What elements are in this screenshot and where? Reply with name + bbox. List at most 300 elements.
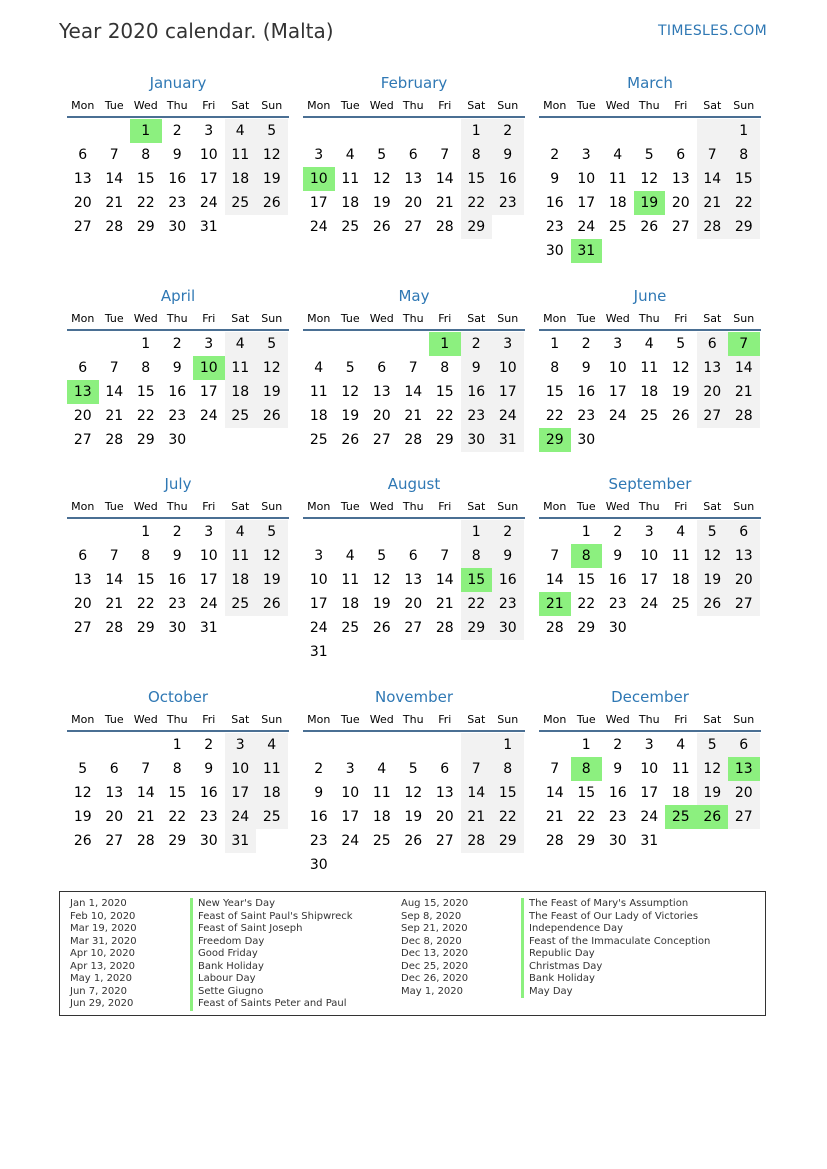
day-cell[interactable]: 9 xyxy=(492,544,524,568)
day-cell[interactable]: 6 xyxy=(440,761,450,777)
day-cell[interactable]: 19 xyxy=(634,191,666,215)
day-cell[interactable]: 25 xyxy=(309,432,328,448)
day-cell[interactable]: 27 xyxy=(404,620,423,636)
day-cell[interactable]: 19 xyxy=(341,408,360,424)
day-cell[interactable]: 2 xyxy=(461,332,493,356)
day-cell[interactable]: 28 xyxy=(728,404,760,428)
day-cell[interactable]: 28 xyxy=(136,833,155,849)
day-cell[interactable]: 27 xyxy=(435,833,454,849)
day-cell[interactable]: 12 xyxy=(73,785,92,801)
day-cell[interactable]: 3 xyxy=(225,733,257,757)
day-cell[interactable]: 11 xyxy=(372,785,391,801)
day-cell[interactable]: 27 xyxy=(105,833,124,849)
day-cell[interactable]: 24 xyxy=(577,219,596,235)
day-cell[interactable]: 18 xyxy=(309,408,328,424)
day-cell[interactable]: 6 xyxy=(408,147,418,163)
day-cell[interactable]: 8 xyxy=(461,544,493,568)
day-cell[interactable]: 27 xyxy=(73,219,92,235)
day-cell[interactable]: 1 xyxy=(461,119,493,143)
day-cell[interactable]: 28 xyxy=(461,829,493,853)
day-cell[interactable]: 5 xyxy=(256,520,288,544)
day-cell[interactable]: 5 xyxy=(697,733,729,757)
day-cell[interactable]: 11 xyxy=(341,171,360,187)
day-cell[interactable]: 16 xyxy=(492,568,524,592)
day-cell[interactable]: 8 xyxy=(141,147,151,163)
day-cell[interactable]: 12 xyxy=(404,785,423,801)
day-cell[interactable]: 7 xyxy=(109,147,119,163)
day-cell[interactable]: 30 xyxy=(168,620,187,636)
day-cell[interactable]: 1 xyxy=(172,737,182,753)
day-cell[interactable]: 1 xyxy=(550,336,560,352)
day-cell[interactable]: 5 xyxy=(644,147,654,163)
day-cell[interactable]: 20 xyxy=(404,195,423,211)
day-cell[interactable]: 13 xyxy=(728,544,760,568)
day-cell[interactable]: 22 xyxy=(435,408,454,424)
day-cell[interactable]: 21 xyxy=(461,805,493,829)
day-cell[interactable]: 11 xyxy=(671,548,690,564)
day-cell[interactable]: 2 xyxy=(613,524,623,540)
day-cell[interactable]: 21 xyxy=(545,809,564,825)
day-cell[interactable]: 22 xyxy=(136,408,155,424)
day-cell[interactable]: 22 xyxy=(461,191,493,215)
day-cell[interactable]: 23 xyxy=(492,592,524,616)
day-cell[interactable]: 27 xyxy=(73,620,92,636)
day-cell[interactable]: 25 xyxy=(225,592,257,616)
day-cell[interactable]: 9 xyxy=(492,143,524,167)
day-cell[interactable]: 11 xyxy=(256,757,288,781)
day-cell[interactable]: 12 xyxy=(697,757,729,781)
day-cell[interactable]: 3 xyxy=(644,524,654,540)
day-cell[interactable]: 8 xyxy=(440,360,450,376)
day-cell[interactable]: 28 xyxy=(545,620,564,636)
day-cell[interactable]: 12 xyxy=(372,572,391,588)
day-cell[interactable]: 24 xyxy=(608,408,627,424)
day-cell[interactable]: 8 xyxy=(550,360,560,376)
day-cell[interactable]: 16 xyxy=(168,572,187,588)
day-cell[interactable]: 28 xyxy=(435,219,454,235)
day-cell[interactable]: 24 xyxy=(640,596,659,612)
day-cell[interactable]: 15 xyxy=(728,167,760,191)
day-cell[interactable]: 4 xyxy=(377,761,387,777)
site-link[interactable]: TIMESLES.COM xyxy=(658,23,767,39)
day-cell[interactable]: 26 xyxy=(697,592,729,616)
day-cell[interactable]: 26 xyxy=(697,805,729,829)
day-cell[interactable]: 12 xyxy=(640,171,659,187)
day-cell[interactable]: 5 xyxy=(78,761,88,777)
day-cell[interactable]: 29 xyxy=(728,215,760,239)
day-cell[interactable]: 24 xyxy=(309,620,328,636)
day-cell[interactable]: 31 xyxy=(199,620,218,636)
day-cell[interactable]: 6 xyxy=(78,360,88,376)
day-cell[interactable]: 25 xyxy=(372,833,391,849)
day-cell[interactable]: 24 xyxy=(640,809,659,825)
day-cell[interactable]: 21 xyxy=(435,596,454,612)
day-cell[interactable]: 10 xyxy=(341,785,360,801)
day-cell[interactable]: 21 xyxy=(728,380,760,404)
day-cell[interactable]: 4 xyxy=(345,548,355,564)
day-cell[interactable]: 10 xyxy=(199,548,218,564)
day-cell[interactable]: 2 xyxy=(613,737,623,753)
day-cell[interactable]: 15 xyxy=(492,781,524,805)
day-cell[interactable]: 7 xyxy=(440,548,450,564)
day-cell[interactable]: 15 xyxy=(461,568,493,592)
day-cell[interactable]: 5 xyxy=(345,360,355,376)
day-cell[interactable]: 15 xyxy=(435,384,454,400)
day-cell[interactable]: 17 xyxy=(640,785,659,801)
day-cell[interactable]: 14 xyxy=(435,171,454,187)
day-cell[interactable]: 1 xyxy=(581,737,591,753)
day-cell[interactable]: 16 xyxy=(608,785,627,801)
day-cell[interactable]: 3 xyxy=(345,761,355,777)
day-cell[interactable]: 4 xyxy=(225,520,257,544)
day-cell[interactable]: 3 xyxy=(492,332,524,356)
day-cell[interactable]: 1 xyxy=(141,336,151,352)
day-cell[interactable]: 28 xyxy=(697,215,729,239)
day-cell[interactable]: 1 xyxy=(728,119,760,143)
day-cell[interactable]: 16 xyxy=(168,384,187,400)
day-cell[interactable]: 15 xyxy=(461,167,493,191)
day-cell[interactable]: 21 xyxy=(539,592,571,616)
day-cell[interactable]: 27 xyxy=(671,219,690,235)
day-cell[interactable]: 8 xyxy=(141,548,151,564)
day-cell[interactable]: 29 xyxy=(461,616,493,640)
day-cell[interactable]: 28 xyxy=(105,432,124,448)
day-cell[interactable]: 11 xyxy=(608,171,627,187)
day-cell[interactable]: 17 xyxy=(492,380,524,404)
day-cell[interactable]: 8 xyxy=(571,544,603,568)
day-cell[interactable]: 16 xyxy=(545,195,564,211)
day-cell[interactable]: 22 xyxy=(136,596,155,612)
day-cell[interactable]: 2 xyxy=(550,147,560,163)
day-cell[interactable]: 10 xyxy=(640,548,659,564)
day-cell[interactable]: 29 xyxy=(136,620,155,636)
day-cell[interactable]: 9 xyxy=(461,356,493,380)
day-cell[interactable]: 15 xyxy=(136,572,155,588)
day-cell[interactable]: 17 xyxy=(309,195,328,211)
day-cell[interactable]: 26 xyxy=(640,219,659,235)
day-cell[interactable]: 11 xyxy=(341,572,360,588)
day-cell[interactable]: 1 xyxy=(141,524,151,540)
day-cell[interactable]: 3 xyxy=(613,336,623,352)
day-cell[interactable]: 6 xyxy=(109,761,119,777)
day-cell[interactable]: 17 xyxy=(577,195,596,211)
day-cell[interactable]: 26 xyxy=(372,620,391,636)
day-cell[interactable]: 7 xyxy=(550,548,560,564)
day-cell[interactable]: 14 xyxy=(404,384,423,400)
day-cell[interactable]: 4 xyxy=(613,147,623,163)
day-cell[interactable]: 18 xyxy=(341,195,360,211)
day-cell[interactable]: 9 xyxy=(314,785,324,801)
day-cell[interactable]: 7 xyxy=(141,761,151,777)
day-cell[interactable]: 20 xyxy=(73,195,92,211)
day-cell[interactable]: 25 xyxy=(640,408,659,424)
day-cell[interactable]: 16 xyxy=(492,167,524,191)
day-cell[interactable]: 17 xyxy=(608,384,627,400)
day-cell[interactable]: 27 xyxy=(697,404,729,428)
day-cell[interactable]: 20 xyxy=(73,596,92,612)
day-cell[interactable]: 14 xyxy=(105,384,124,400)
day-cell[interactable]: 7 xyxy=(461,757,493,781)
day-cell[interactable]: 7 xyxy=(109,360,119,376)
day-cell[interactable]: 2 xyxy=(492,119,524,143)
day-cell[interactable]: 1 xyxy=(130,119,162,143)
day-cell[interactable]: 12 xyxy=(372,171,391,187)
day-cell[interactable]: 13 xyxy=(105,785,124,801)
day-cell[interactable]: 13 xyxy=(697,356,729,380)
day-cell[interactable]: 1 xyxy=(429,332,461,356)
day-cell[interactable]: 8 xyxy=(728,143,760,167)
day-cell[interactable]: 23 xyxy=(461,404,493,428)
day-cell[interactable]: 8 xyxy=(492,757,524,781)
day-cell[interactable]: 28 xyxy=(435,620,454,636)
day-cell[interactable]: 30 xyxy=(168,219,187,235)
day-cell[interactable]: 3 xyxy=(644,737,654,753)
day-cell[interactable]: 6 xyxy=(78,147,88,163)
day-cell[interactable]: 27 xyxy=(372,432,391,448)
day-cell[interactable]: 19 xyxy=(697,568,729,592)
day-cell[interactable]: 5 xyxy=(676,336,686,352)
day-cell[interactable]: 6 xyxy=(728,733,760,757)
day-cell[interactable]: 4 xyxy=(644,336,654,352)
day-cell[interactable]: 17 xyxy=(309,596,328,612)
day-cell[interactable]: 12 xyxy=(256,356,288,380)
day-cell[interactable]: 20 xyxy=(372,408,391,424)
day-cell[interactable]: 15 xyxy=(577,785,596,801)
day-cell[interactable]: 26 xyxy=(256,191,288,215)
day-cell[interactable]: 22 xyxy=(728,191,760,215)
day-cell[interactable]: 9 xyxy=(581,360,591,376)
day-cell[interactable]: 28 xyxy=(105,620,124,636)
day-cell[interactable]: 24 xyxy=(199,195,218,211)
day-cell[interactable]: 17 xyxy=(341,809,360,825)
day-cell[interactable]: 25 xyxy=(608,219,627,235)
day-cell[interactable]: 26 xyxy=(671,408,690,424)
day-cell[interactable]: 15 xyxy=(136,171,155,187)
day-cell[interactable]: 8 xyxy=(172,761,182,777)
day-cell[interactable]: 16 xyxy=(309,809,328,825)
day-cell[interactable]: 7 xyxy=(697,143,729,167)
day-cell[interactable]: 29 xyxy=(168,833,187,849)
day-cell[interactable]: 22 xyxy=(136,195,155,211)
day-cell[interactable]: 5 xyxy=(377,548,387,564)
day-cell[interactable]: 5 xyxy=(408,761,418,777)
day-cell[interactable]: 1 xyxy=(461,520,493,544)
day-cell[interactable]: 10 xyxy=(225,757,257,781)
day-cell[interactable]: 4 xyxy=(256,733,288,757)
day-cell[interactable]: 12 xyxy=(671,360,690,376)
day-cell[interactable]: 10 xyxy=(608,360,627,376)
day-cell[interactable]: 25 xyxy=(665,805,697,829)
day-cell[interactable]: 9 xyxy=(613,761,623,777)
day-cell[interactable]: 24 xyxy=(225,805,257,829)
day-cell[interactable]: 17 xyxy=(199,384,218,400)
day-cell[interactable]: 29 xyxy=(577,620,596,636)
day-cell[interactable]: 4 xyxy=(225,332,257,356)
day-cell[interactable]: 12 xyxy=(697,544,729,568)
day-cell[interactable]: 7 xyxy=(109,548,119,564)
day-cell[interactable]: 23 xyxy=(168,195,187,211)
day-cell[interactable]: 25 xyxy=(671,596,690,612)
day-cell[interactable]: 23 xyxy=(168,596,187,612)
day-cell[interactable]: 2 xyxy=(172,524,182,540)
day-cell[interactable]: 14 xyxy=(545,785,564,801)
day-cell[interactable]: 5 xyxy=(256,332,288,356)
day-cell[interactable]: 20 xyxy=(73,408,92,424)
day-cell[interactable]: 26 xyxy=(372,219,391,235)
day-cell[interactable]: 21 xyxy=(697,191,729,215)
day-cell[interactable]: 2 xyxy=(172,336,182,352)
day-cell[interactable]: 21 xyxy=(105,195,124,211)
day-cell[interactable]: 23 xyxy=(608,809,627,825)
day-cell[interactable]: 23 xyxy=(577,408,596,424)
day-cell[interactable]: 12 xyxy=(341,384,360,400)
day-cell[interactable]: 20 xyxy=(435,809,454,825)
day-cell[interactable]: 16 xyxy=(577,384,596,400)
day-cell[interactable]: 23 xyxy=(168,408,187,424)
day-cell[interactable]: 10 xyxy=(193,356,225,380)
day-cell[interactable]: 4 xyxy=(314,360,324,376)
day-cell[interactable]: 24 xyxy=(199,596,218,612)
day-cell[interactable]: 21 xyxy=(105,408,124,424)
day-cell[interactable]: 6 xyxy=(676,147,686,163)
day-cell[interactable]: 18 xyxy=(256,781,288,805)
day-cell[interactable]: 2 xyxy=(314,761,324,777)
day-cell[interactable]: 26 xyxy=(341,432,360,448)
day-cell[interactable]: 29 xyxy=(435,432,454,448)
day-cell[interactable]: 17 xyxy=(225,781,257,805)
day-cell[interactable]: 4 xyxy=(676,737,686,753)
day-cell[interactable]: 17 xyxy=(640,572,659,588)
day-cell[interactable]: 8 xyxy=(571,757,603,781)
day-cell[interactable]: 2 xyxy=(581,336,591,352)
day-cell[interactable]: 31 xyxy=(309,644,328,660)
day-cell[interactable]: 8 xyxy=(141,360,151,376)
day-cell[interactable]: 4 xyxy=(345,147,355,163)
day-cell[interactable]: 11 xyxy=(225,544,257,568)
day-cell[interactable]: 11 xyxy=(309,384,328,400)
day-cell[interactable]: 23 xyxy=(608,596,627,612)
day-cell[interactable]: 6 xyxy=(408,548,418,564)
day-cell[interactable]: 27 xyxy=(728,805,760,829)
day-cell[interactable]: 7 xyxy=(440,147,450,163)
day-cell[interactable]: 28 xyxy=(545,833,564,849)
day-cell[interactable]: 22 xyxy=(461,592,493,616)
day-cell[interactable]: 24 xyxy=(492,404,524,428)
day-cell[interactable]: 29 xyxy=(577,833,596,849)
day-cell[interactable]: 9 xyxy=(172,147,182,163)
day-cell[interactable]: 22 xyxy=(577,596,596,612)
day-cell[interactable]: 25 xyxy=(341,219,360,235)
day-cell[interactable]: 15 xyxy=(577,572,596,588)
day-cell[interactable]: 26 xyxy=(256,592,288,616)
day-cell[interactable]: 7 xyxy=(550,761,560,777)
day-cell[interactable]: 24 xyxy=(199,408,218,424)
day-cell[interactable]: 9 xyxy=(613,548,623,564)
day-cell[interactable]: 20 xyxy=(105,809,124,825)
day-cell[interactable]: 11 xyxy=(671,761,690,777)
day-cell[interactable]: 8 xyxy=(461,143,493,167)
day-cell[interactable]: 18 xyxy=(671,785,690,801)
day-cell[interactable]: 22 xyxy=(545,408,564,424)
day-cell[interactable]: 13 xyxy=(73,572,92,588)
day-cell[interactable]: 31 xyxy=(640,833,659,849)
day-cell[interactable]: 18 xyxy=(225,167,257,191)
day-cell[interactable]: 31 xyxy=(492,428,524,452)
day-cell[interactable]: 21 xyxy=(404,408,423,424)
day-cell[interactable]: 22 xyxy=(577,809,596,825)
day-cell[interactable]: 2 xyxy=(492,520,524,544)
day-cell[interactable]: 13 xyxy=(67,380,99,404)
day-cell[interactable]: 11 xyxy=(225,356,257,380)
day-cell[interactable]: 3 xyxy=(314,548,324,564)
day-cell[interactable]: 25 xyxy=(225,404,257,428)
day-cell[interactable]: 19 xyxy=(73,809,92,825)
day-cell[interactable]: 20 xyxy=(728,781,760,805)
day-cell[interactable]: 19 xyxy=(697,781,729,805)
day-cell[interactable]: 13 xyxy=(728,757,760,781)
day-cell[interactable]: 31 xyxy=(199,219,218,235)
day-cell[interactable]: 18 xyxy=(225,380,257,404)
day-cell[interactable]: 19 xyxy=(256,380,288,404)
day-cell[interactable]: 24 xyxy=(341,833,360,849)
day-cell[interactable]: 17 xyxy=(199,572,218,588)
day-cell[interactable]: 19 xyxy=(256,167,288,191)
day-cell[interactable]: 5 xyxy=(697,520,729,544)
day-cell[interactable]: 21 xyxy=(105,596,124,612)
day-cell[interactable]: 13 xyxy=(404,572,423,588)
day-cell[interactable]: 15 xyxy=(545,384,564,400)
day-cell[interactable]: 19 xyxy=(372,195,391,211)
day-cell[interactable]: 30 xyxy=(461,428,493,452)
day-cell[interactable]: 19 xyxy=(404,809,423,825)
day-cell[interactable]: 13 xyxy=(671,171,690,187)
day-cell[interactable]: 14 xyxy=(728,356,760,380)
day-cell[interactable]: 5 xyxy=(377,147,387,163)
day-cell[interactable]: 18 xyxy=(372,809,391,825)
day-cell[interactable]: 27 xyxy=(73,432,92,448)
day-cell[interactable]: 31 xyxy=(571,239,603,263)
day-cell[interactable]: 25 xyxy=(225,191,257,215)
day-cell[interactable]: 6 xyxy=(728,520,760,544)
day-cell[interactable]: 10 xyxy=(303,167,335,191)
day-cell[interactable]: 16 xyxy=(608,572,627,588)
day-cell[interactable]: 26 xyxy=(73,833,92,849)
day-cell[interactable]: 9 xyxy=(172,548,182,564)
day-cell[interactable]: 7 xyxy=(408,360,418,376)
day-cell[interactable]: 14 xyxy=(435,572,454,588)
day-cell[interactable]: 18 xyxy=(225,568,257,592)
day-cell[interactable]: 29 xyxy=(136,219,155,235)
day-cell[interactable]: 10 xyxy=(199,147,218,163)
day-cell[interactable]: 18 xyxy=(671,572,690,588)
day-cell[interactable]: 16 xyxy=(168,171,187,187)
day-cell[interactable]: 9 xyxy=(172,360,182,376)
day-cell[interactable]: 20 xyxy=(697,380,729,404)
day-cell[interactable]: 12 xyxy=(256,544,288,568)
day-cell[interactable]: 3 xyxy=(204,123,214,139)
day-cell[interactable]: 6 xyxy=(377,360,387,376)
day-cell[interactable]: 25 xyxy=(341,620,360,636)
day-cell[interactable]: 30 xyxy=(309,857,328,873)
day-cell[interactable]: 23 xyxy=(309,833,328,849)
day-cell[interactable]: 20 xyxy=(671,195,690,211)
day-cell[interactable]: 10 xyxy=(577,171,596,187)
day-cell[interactable]: 3 xyxy=(314,147,324,163)
day-cell[interactable]: 21 xyxy=(435,195,454,211)
day-cell[interactable]: 20 xyxy=(404,596,423,612)
day-cell[interactable]: 22 xyxy=(492,805,524,829)
day-cell[interactable]: 14 xyxy=(136,785,155,801)
